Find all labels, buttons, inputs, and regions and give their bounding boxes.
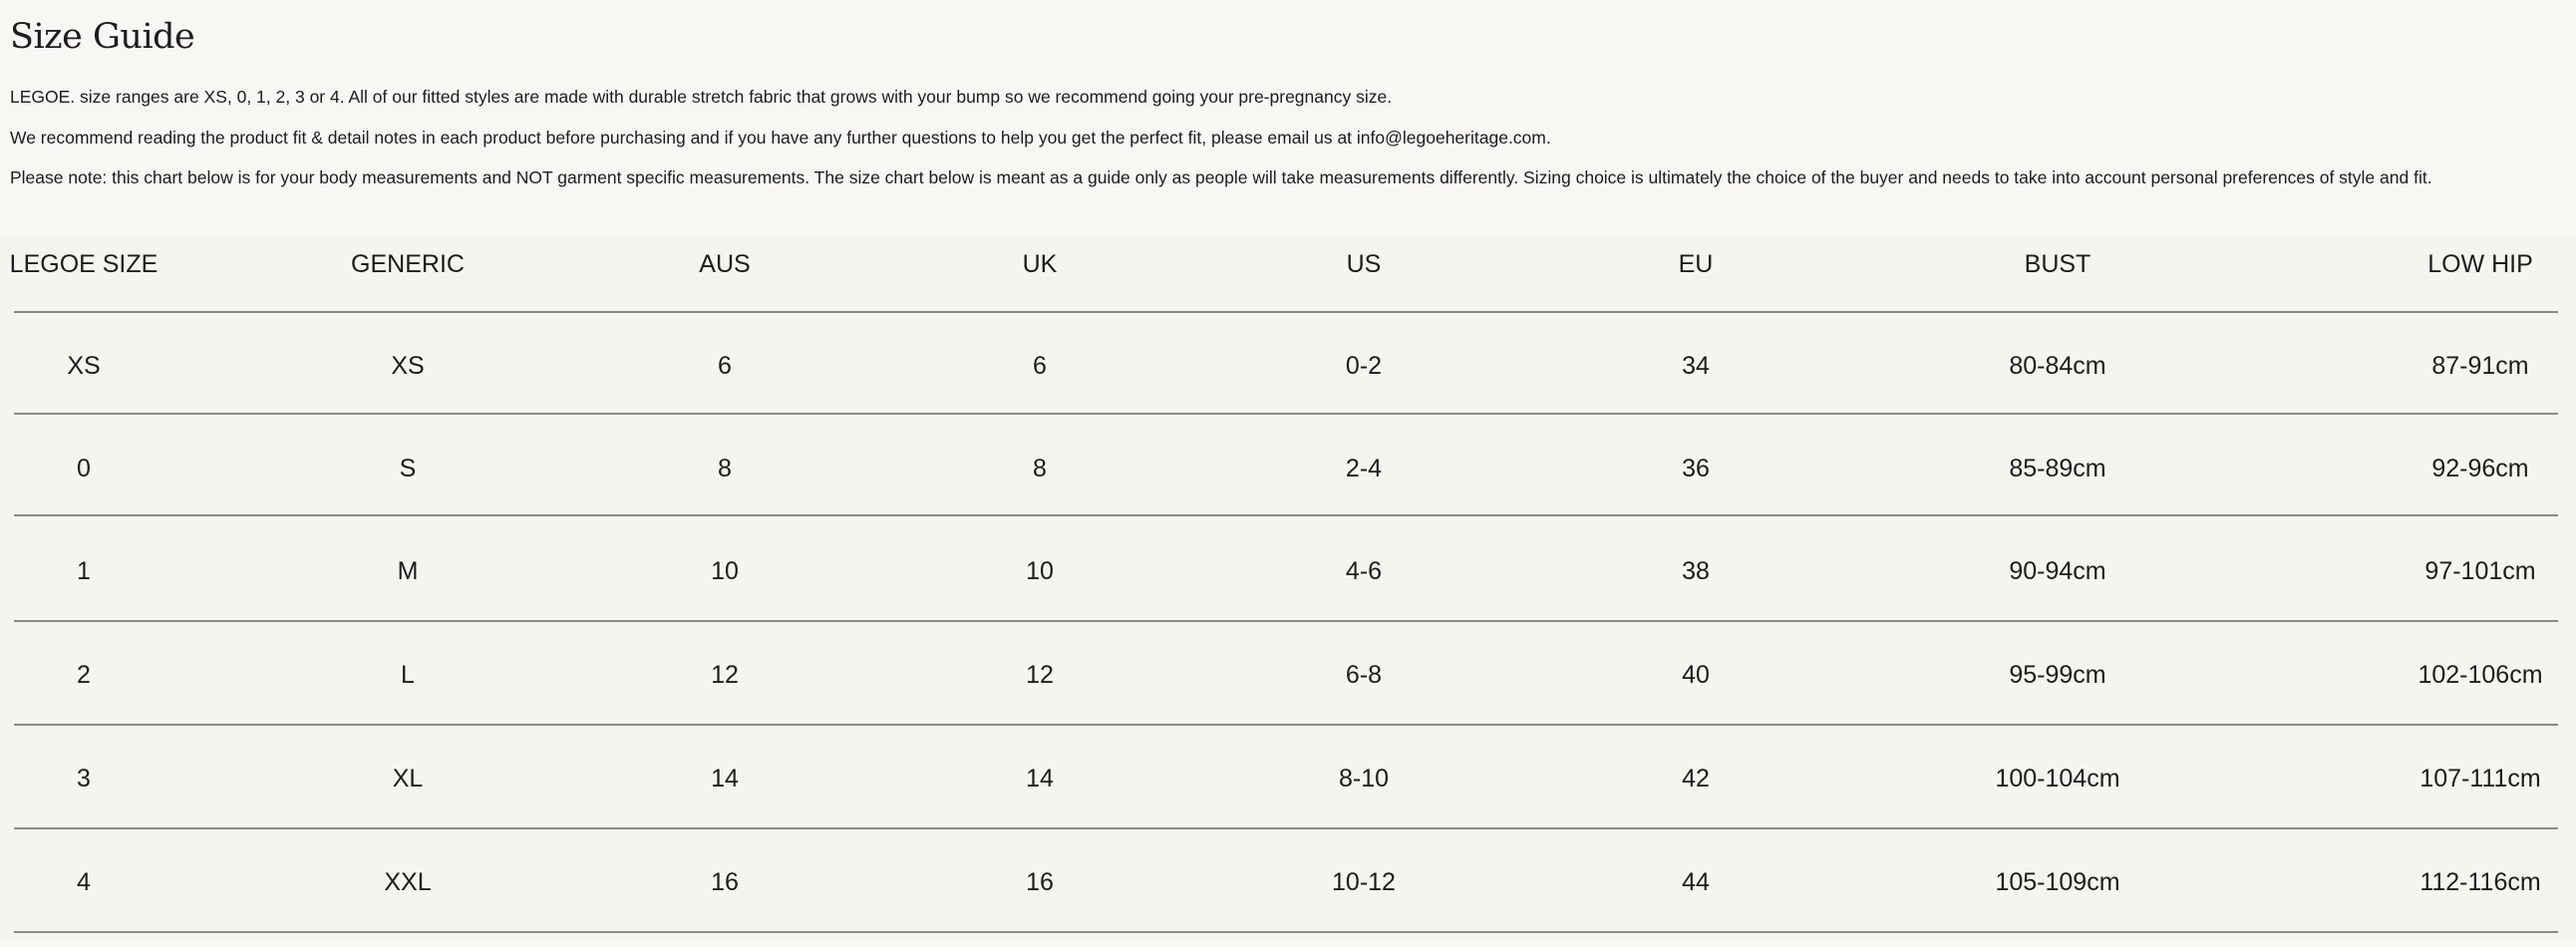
- cell-aus: 6: [718, 352, 732, 380]
- cell-aus: 10: [711, 557, 739, 585]
- cell-us: 2-4: [1345, 455, 1383, 482]
- cell-us: 6-8: [1345, 661, 1383, 689]
- row-divider: [14, 931, 2558, 933]
- header-low-hip: LOW HIP: [2427, 250, 2533, 278]
- cell-low-hip: 87-91cm: [2431, 352, 2529, 380]
- cell-legoe-size: 3: [77, 765, 91, 792]
- row-divider: [14, 311, 2558, 313]
- cell-generic: L: [401, 661, 415, 689]
- cell-aus: 16: [711, 868, 739, 896]
- cell-low-hip: 92-96cm: [2431, 455, 2529, 482]
- header-us: US: [1346, 250, 1382, 278]
- cell-legoe-size: 0: [77, 455, 91, 482]
- cell-low-hip: 112-116cm: [2419, 868, 2541, 896]
- cell-uk: 10: [1026, 557, 1054, 585]
- header-bust: BUST: [2024, 250, 2092, 278]
- cell-low-hip: 102-106cm: [2417, 661, 2543, 689]
- header-legoe-size: LEGOE SIZE: [9, 250, 159, 278]
- header-uk: UK: [1022, 250, 1058, 278]
- intro-fit-notes: We recommend reading the product fit & detail notes in each product before purchasing and if you have any further questions to help you get the perfect fit, please email us at info@legoeheritage.com.: [10, 128, 1551, 148]
- cell-aus: 14: [711, 765, 739, 792]
- cell-eu: 34: [1682, 352, 1710, 380]
- cell-us: 0-2: [1345, 352, 1383, 380]
- cell-bust: 80-84cm: [2009, 352, 2106, 380]
- cell-uk: 8: [1033, 455, 1047, 482]
- row-divider: [14, 620, 2558, 622]
- cell-us: 8-10: [1338, 765, 1390, 792]
- cell-eu: 38: [1682, 557, 1710, 585]
- cell-uk: 6: [1033, 352, 1047, 380]
- size-chart-table: [0, 239, 2576, 939]
- row-divider: [14, 413, 2558, 415]
- cell-aus: 12: [711, 661, 739, 689]
- cell-legoe-size: 1: [77, 557, 91, 585]
- row-divider: [14, 827, 2558, 829]
- cell-generic: XL: [392, 765, 424, 792]
- cell-generic: M: [397, 557, 419, 585]
- cell-generic: XXL: [384, 868, 432, 896]
- cell-us: 10-12: [1332, 868, 1396, 896]
- cell-bust: 90-94cm: [2009, 557, 2106, 585]
- cell-generic: XS: [391, 352, 425, 380]
- cell-legoe-size: 2: [77, 661, 91, 689]
- cell-aus: 8: [718, 455, 732, 482]
- cell-bust: 95-99cm: [2009, 661, 2106, 689]
- cell-generic: S: [399, 455, 417, 482]
- header-aus: AUS: [699, 250, 751, 278]
- header-generic: GENERIC: [351, 250, 465, 278]
- cell-us: 4-6: [1345, 557, 1383, 585]
- header-eu: EU: [1678, 250, 1714, 278]
- intro-measurement-note: Please note: this chart below is for your body measurements and NOT garment specific measurements. The size chart below is meant as a guide only as people will take measurements differently. Sizing choice is ultimately the choice of the buyer and needs to take into account personal preferences of style and fit.: [10, 167, 2432, 187]
- cell-legoe-size: 4: [77, 868, 91, 896]
- intro-size-ranges: LEGOE. size ranges are XS, 0, 1, 2, 3 or 4. All of our fitted styles are made with durable stretch fabric that grows with your bump so we recommend going your pre-pregnancy size.: [10, 87, 1393, 107]
- cell-uk: 14: [1026, 765, 1054, 792]
- cell-bust: 105-109cm: [1995, 868, 2120, 896]
- cell-uk: 12: [1026, 661, 1054, 689]
- row-divider: [14, 514, 2558, 516]
- cell-bust: 85-89cm: [2009, 455, 2106, 482]
- cell-low-hip: 107-111cm: [2419, 765, 2541, 792]
- cell-eu: 44: [1682, 868, 1710, 896]
- cell-low-hip: 97-101cm: [2424, 557, 2536, 585]
- cell-uk: 16: [1026, 868, 1054, 896]
- cell-eu: 40: [1682, 661, 1710, 689]
- cell-legoe-size: XS: [67, 352, 101, 380]
- cell-eu: 42: [1682, 765, 1710, 792]
- row-divider: [14, 724, 2558, 726]
- cell-bust: 100-104cm: [1995, 765, 2120, 792]
- table-header-row: [0, 239, 2576, 313]
- page-title: Size Guide: [10, 17, 195, 57]
- cell-eu: 36: [1682, 455, 1710, 482]
